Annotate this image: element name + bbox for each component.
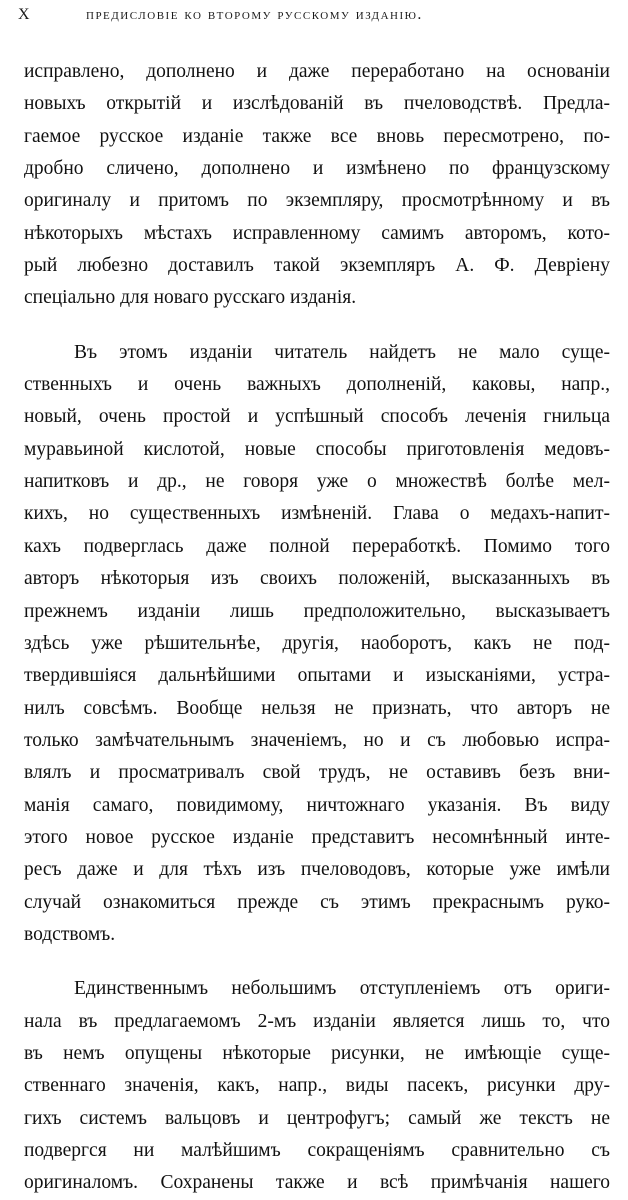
text-line: авторъ нѣкоторыя изъ своихъ положеній, высказанныхъ въ — [24, 568, 610, 590]
body-text — [24, 56, 610, 1200]
text-line: случай ознакомиться прежде съ этимъ прекраснымъ руко- — [24, 891, 610, 913]
text-line: этого новое русское изданіе представитъ несомнѣнный инте- — [24, 826, 610, 848]
text-line: дробно сличено, дополнено и измѣнено по французскому — [24, 158, 610, 180]
text-line: нѣкоторыхъ мѣстахъ исправленному самимъ авторомъ, кото- — [24, 222, 610, 244]
text-line: новыхъ открытій и изслѣдованій въ пчеловодствѣ. Предла- — [24, 93, 610, 115]
text-line: гаемое русское изданіе также все вновь пересмотрено, по- — [24, 125, 610, 147]
text-line: Въ этомъ изданіи читатель найдетъ не мало суще- — [74, 341, 610, 363]
text-line: твердившіяся дальнѣйшими опытами и изысканіями, устра- — [24, 665, 610, 687]
paragraph-gap — [24, 951, 610, 973]
text-line: влялъ и просматривалъ свой трудъ, не оставивъ безъ вни- — [24, 762, 610, 784]
text-line: напитковъ и др., не говоря уже о множествѣ болѣе мел- — [24, 471, 610, 493]
text-line: муравьиной кислотой, новые способы приготовленія медовъ- — [24, 438, 610, 460]
text-line: рый любезно доставилъ такой экземпляръ А. Ф. Девріену — [24, 255, 610, 277]
text-line: нилъ совсѣмъ. Вообще нельзя не признать, что авторъ не — [24, 697, 610, 719]
text-line: водствомъ. — [24, 923, 116, 945]
running-head — [18, 6, 614, 32]
text-line: въ немъ опущены нѣкоторые рисунки, не имѣющіе суще- — [24, 1042, 610, 1064]
text-line: гихъ системъ вальцовъ и центрофугъ; самый же текстъ не — [24, 1107, 610, 1129]
text-line: спеціально для новаго русскаго изданія. — [24, 287, 357, 309]
paragraph — [24, 56, 610, 315]
text-line: только замѣчательнымъ значеніемъ, но и съ любовью испра- — [24, 729, 610, 751]
text-line: манія самаго, повидимому, ничтожнаго указанія. Въ виду — [24, 794, 610, 816]
paragraph — [24, 337, 610, 952]
text-line: ственнаго значенія, какъ, напр., виды пасекъ, рисунки дру- — [24, 1075, 610, 1097]
text-line: ресъ даже и для тѣхъ изъ пчеловодовъ, которые уже имѣли — [24, 859, 610, 881]
text-line: подвергся ни малѣйшимъ сокращеніямъ сравнительно съ — [24, 1140, 610, 1161]
text-line: оригиналомъ. Сохранены также и всѣ примѣчанія нашего — [24, 1172, 610, 1194]
text-line: Единственнымъ небольшимъ отступленіемъ отъ ориги- — [74, 978, 610, 1000]
text-line: кихъ, но существенныхъ измѣненій. Глава о медахъ-напит- — [24, 503, 610, 525]
text-line: здѣсь уже рѣшительнѣе, другія, наоборотъ, какъ не под- — [24, 632, 610, 654]
text-line: ственныхъ и очень важныхъ дополненій, каковы, напр., — [24, 374, 610, 396]
text-line: прежнемъ изданіи лишь предположительно, высказываетъ — [24, 600, 610, 622]
text-line: новый, очень простой и успѣшный способъ леченія гнильца — [24, 406, 610, 428]
running-head-title: предисловіе ко второму русскому изданію. — [86, 6, 423, 23]
text-line: оригиналу и притомъ по экземпляру, просмотрѣнному и въ — [24, 190, 610, 212]
text-line: нала въ предлагаемомъ 2-мъ изданіи является лишь то, что — [24, 1010, 610, 1032]
paragraph-gap — [24, 315, 610, 337]
text-line: кахъ подверглась даже полной переработкѣ. Помимо того — [24, 535, 610, 557]
paragraph — [24, 973, 610, 1199]
page-number: X — [18, 6, 32, 23]
text-line: исправлено, дополнено и даже переработано на основаніи — [24, 61, 610, 82]
